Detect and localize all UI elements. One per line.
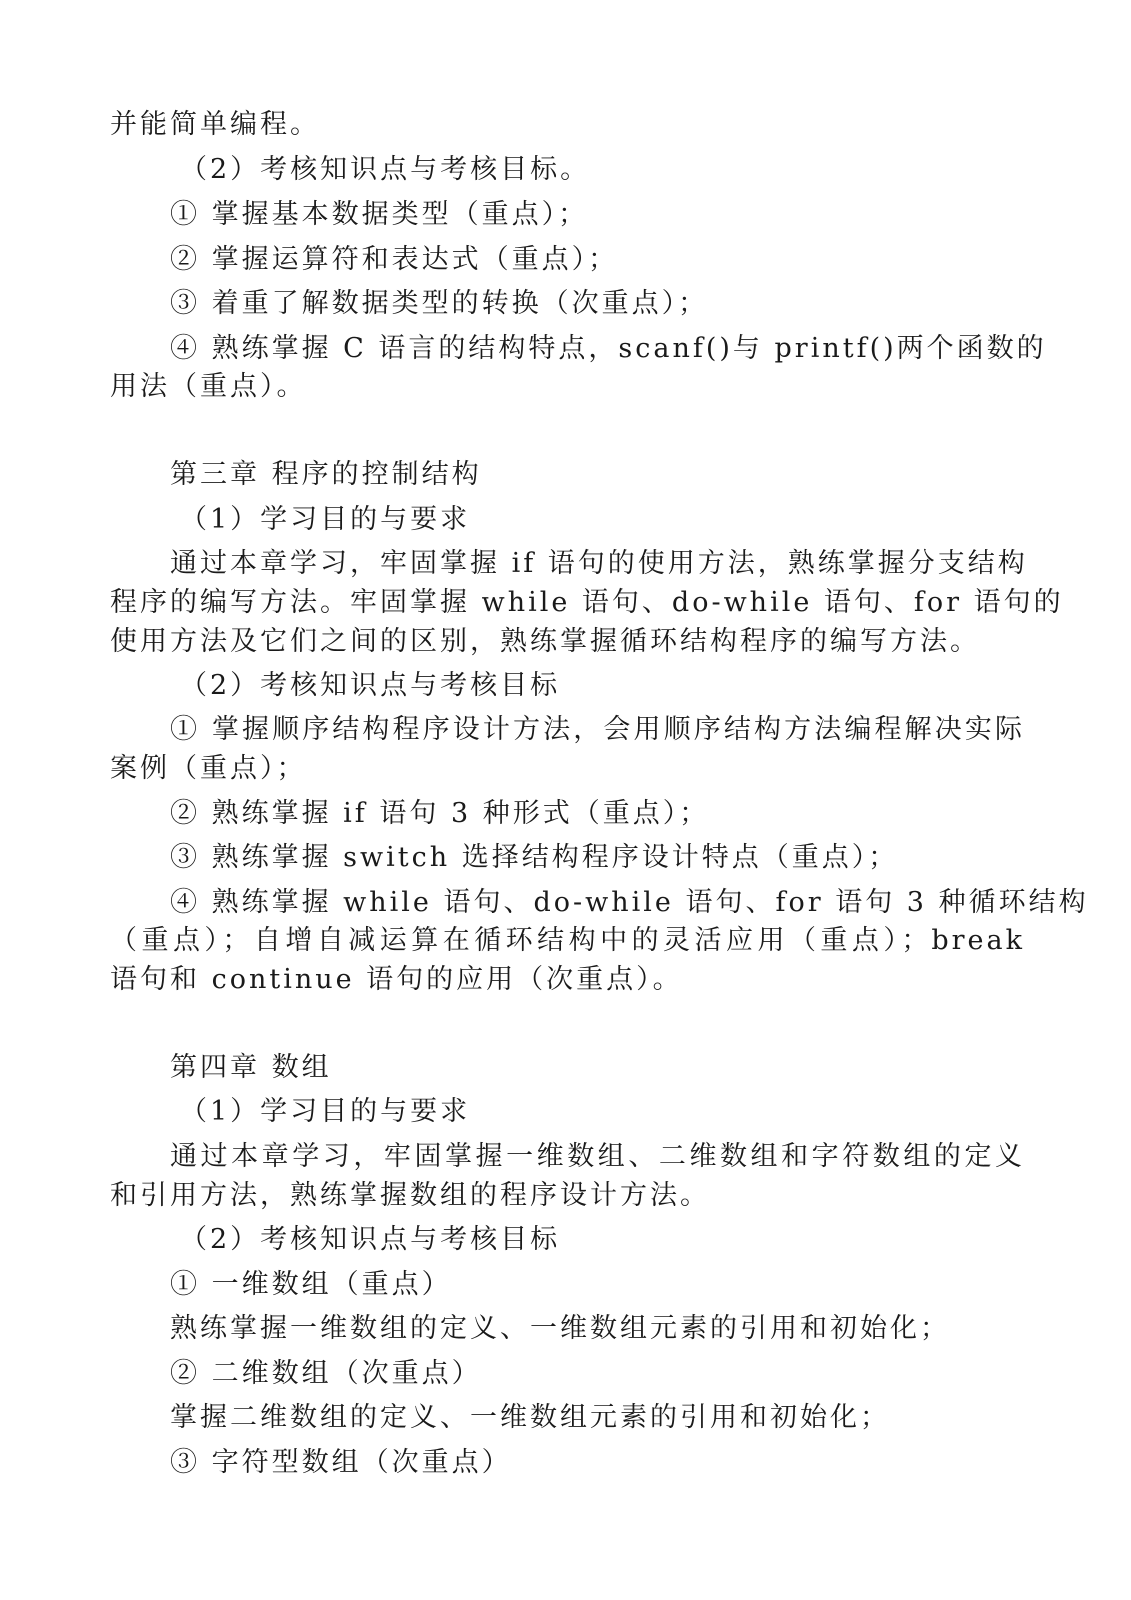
section-heading: （2）考核知识点与考核目标 <box>180 670 561 701</box>
text-line: ④ 熟练掌握 C 语言的结构特点，scanf()与 printf()两个函数的 <box>170 333 1047 364</box>
text-line: ② 掌握运算符和表达式（重点）； <box>170 244 619 275</box>
text-line: 并能简单编程。 <box>110 109 320 140</box>
text-line: ④ 熟练掌握 while 语句、do-while 语句、for 语句 3 种循环结构 <box>170 887 1089 918</box>
document-page <box>110 0 1089 1600</box>
chapter-heading: 第三章 程序的控制结构 <box>170 459 482 490</box>
text-line: ② 熟练掌握 if 语句 3 种形式（重点）； <box>170 798 710 829</box>
text-line: 通过本章学习，牢固掌握一维数组、二维数组和字符数组的定义 <box>170 1141 1025 1172</box>
text-line: 语句和 continue 语句的应用（次重点）。 <box>110 964 683 995</box>
section-heading: （1）学习目的与要求 <box>180 504 471 535</box>
text-line: 掌握二维数组的定义、一维数组元素的引用和初始化； <box>170 1402 890 1433</box>
text-line: 用法（重点）。 <box>110 371 307 402</box>
text-line: 使用方法及它们之间的区别，熟练掌握循环结构程序的编写方法。 <box>110 626 980 657</box>
text-line: ① 掌握基本数据类型（重点）； <box>170 199 589 230</box>
text-line: ① 一维数组（重点） <box>170 1269 452 1300</box>
chapter-heading: 第四章 数组 <box>170 1052 332 1083</box>
text-line: 和引用方法，熟练掌握数组的程序设计方法。 <box>110 1180 710 1211</box>
section-heading: （1）学习目的与要求 <box>180 1096 471 1127</box>
text-line: （重点）；自增自减运算在循环结构中的灵活应用（重点）；break <box>110 925 1025 956</box>
text-line: ① 掌握顺序结构程序设计方法，会用顺序结构方法编程解决实际 <box>170 714 1025 745</box>
section-heading: （2）考核知识点与考核目标 <box>180 1224 561 1255</box>
text-line: ③ 熟练掌握 switch 选择结构程序设计特点（重点）； <box>170 842 899 873</box>
text-line: 通过本章学习，牢固掌握 if 语句的使用方法，熟练掌握分支结构 <box>170 548 1028 579</box>
text-line: 熟练掌握一维数组的定义、一维数组元素的引用和初始化； <box>170 1313 950 1344</box>
text-line: ③ 着重了解数据类型的转换（次重点）； <box>170 288 709 319</box>
text-line: 案例（重点）； <box>110 753 307 784</box>
text-line: ③ 字符型数组（次重点） <box>170 1447 512 1478</box>
text-line: 程序的编写方法。牢固掌握 while 语句、do-while 语句、for 语句的 <box>110 587 1064 618</box>
text-line: （2）考核知识点与考核目标。 <box>180 154 591 185</box>
text-line: ② 二维数组（次重点） <box>170 1358 482 1389</box>
